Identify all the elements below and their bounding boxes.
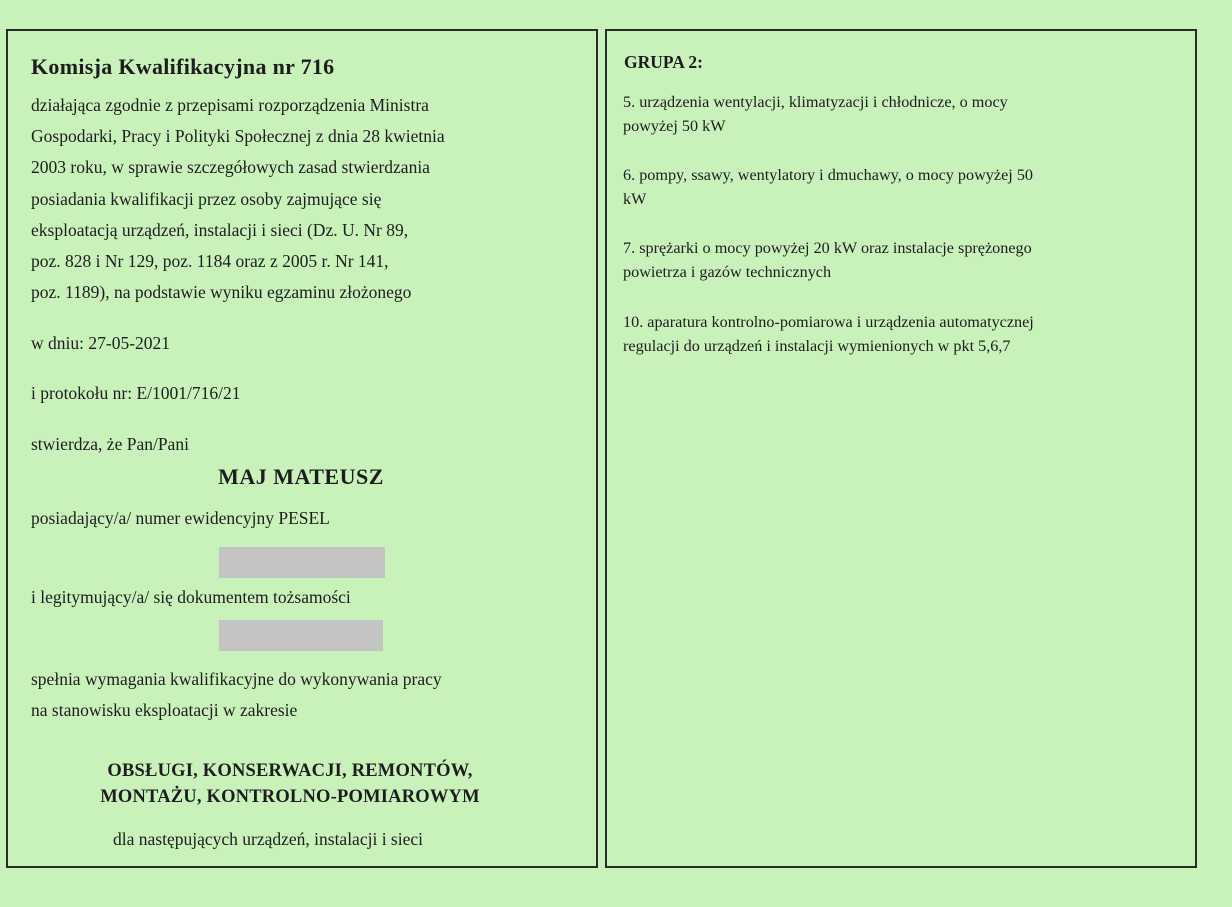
- paragraph-line: poz. 1189), na podstawie wyniku egzaminu złożonego: [31, 282, 412, 303]
- paragraph-line: eksploatacją urządzeń, instalacji i sieci (Dz. U. Nr 89,: [31, 219, 409, 240]
- device-item-line: powietrza i gazów technicznych: [623, 263, 832, 281]
- pesel-redaction: [219, 547, 385, 578]
- paragraph-line: działająca zgodnie z przepisami rozporządzenia Ministra: [31, 95, 429, 115]
- requirements-line: spełnia wymagania kwalifikacyjne do wykonywania pracy: [31, 669, 442, 689]
- paragraph-line: Gospodarki, Pracy i Polityki Społecznej z dnia 28 kwietnia: [31, 126, 445, 147]
- paragraph-line: poz. 828 i Nr 129, poz. 1184 oraz z 2005 r. Nr 141,: [31, 251, 389, 272]
- device-item: [623, 236, 1032, 284]
- device-item: [623, 90, 1008, 138]
- pesel-label: posiadający/a/ numer ewidencyjny PESEL: [31, 508, 330, 528]
- device-item: [623, 163, 1033, 211]
- device-item-line: 5. urządzenia wentylacji, klimatyzacji i chłodnicze, o mocy: [623, 93, 1008, 111]
- commission-title: Komisja Kwalifikacyjna nr 716: [31, 54, 335, 79]
- requirements-line: na stanowisku eksploatacji w zakresie: [31, 700, 298, 720]
- states-line: stwierdza, że Pan/Pani: [31, 434, 189, 454]
- requirements-paragraph: [31, 664, 442, 726]
- device-item-line: powyżej 50 kW: [623, 117, 726, 135]
- device-item-line: 6. pompy, ssawy, wentylatory i dmuchawy, o mocy powyżej 50: [623, 166, 1034, 184]
- group-title: GRUPA 2:: [624, 52, 703, 72]
- device-item-line: kW: [623, 190, 647, 208]
- qualification-scope: [0, 758, 580, 810]
- exam-date: w dniu: 27-05-2021: [31, 333, 171, 353]
- device-item-line: 10. aparatura kontrolno-pomiarowa i urządzenia automatycznej: [623, 313, 1034, 331]
- person-name: MAJ MATEUSZ: [218, 464, 384, 489]
- scope-line: MONTAŻU, KONTROLNO-POMIAROWYM: [100, 787, 480, 807]
- id-document-label: i legitymujący/a/ się dokumentem tożsamości: [31, 587, 351, 607]
- regulation-paragraph: [31, 90, 445, 308]
- device-item: [623, 310, 1034, 358]
- paragraph-line: posiadania kwalifikacji przez osoby zajmujące się: [31, 188, 382, 209]
- device-item-line: 7. sprężarki o mocy powyżej 20 kW oraz instalacje sprężonego: [623, 239, 1032, 257]
- protocol-number: i protokołu nr: E/1001/716/21: [31, 383, 241, 403]
- id-document-redaction: [219, 620, 383, 651]
- device-item-line: regulacji do urządzeń i instalacji wymienionych w pkt 5,6,7: [623, 337, 1011, 355]
- devices-line: dla następujących urządzeń, instalacji i sieci: [113, 829, 424, 849]
- scope-line: OBSŁUGI, KONSERWACJI, REMONTÓW,: [107, 761, 473, 781]
- paragraph-line: 2003 roku, w sprawie szczegółowych zasad stwierdzania: [31, 157, 430, 178]
- certificate-right-panel: [605, 29, 1197, 868]
